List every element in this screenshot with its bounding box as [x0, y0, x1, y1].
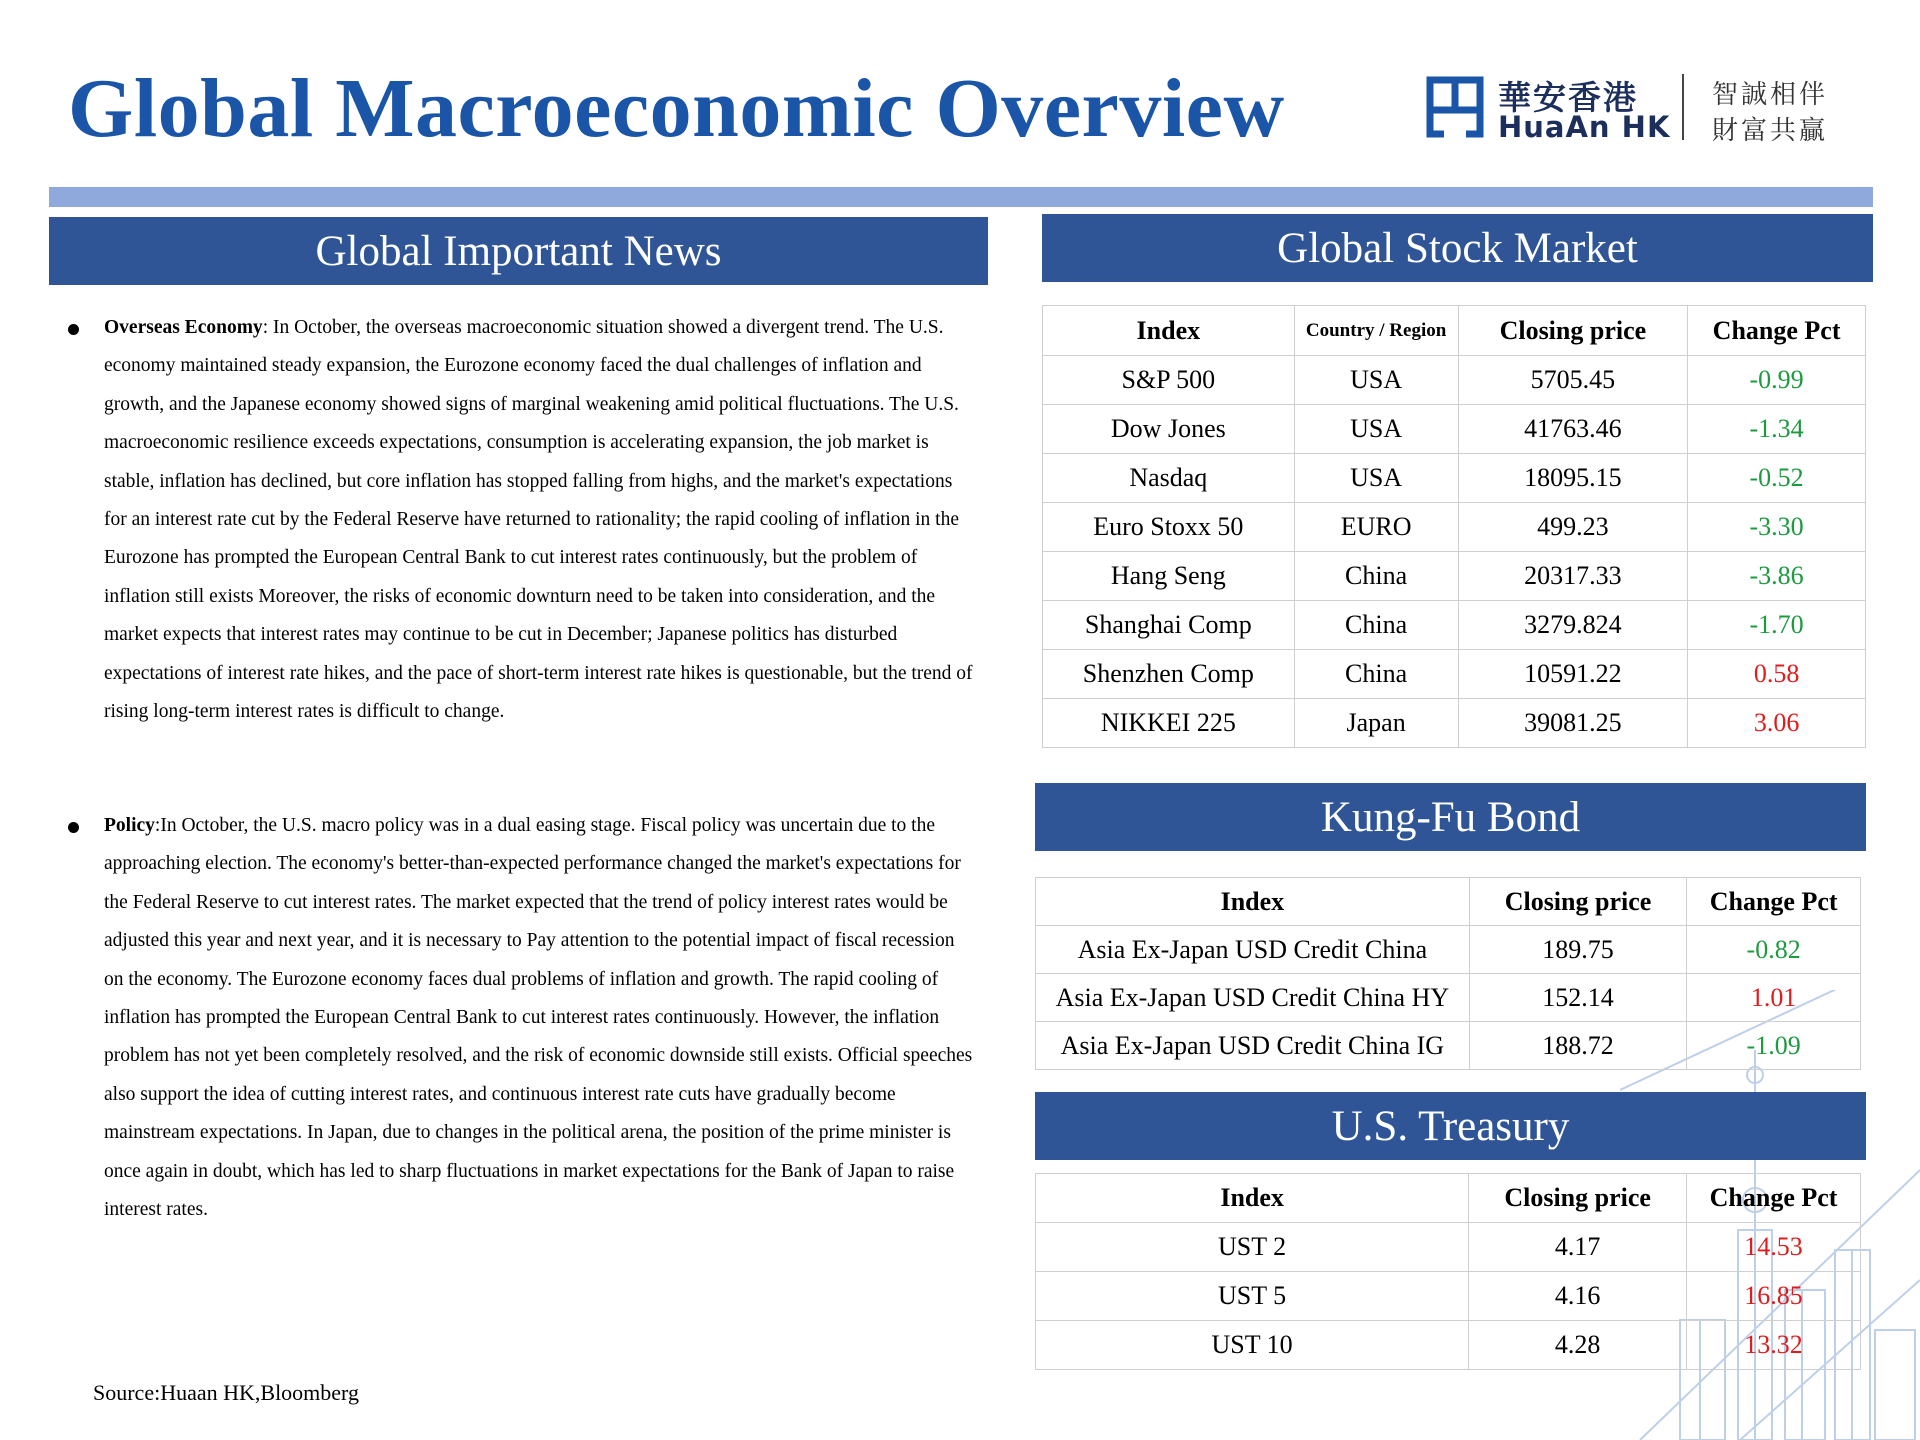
- region: Japan: [1294, 699, 1458, 748]
- closing-price: 4.17: [1469, 1223, 1687, 1272]
- table-row: [1043, 650, 1866, 699]
- table-row: [1043, 699, 1866, 748]
- table-row: [1043, 454, 1866, 503]
- index-name: Shenzhen Comp: [1043, 650, 1295, 699]
- news-paragraph: [68, 807, 973, 1229]
- table-header-row: [1043, 306, 1866, 356]
- index-name: S&P 500: [1043, 356, 1295, 405]
- logo-slogan-line2: 財富共贏: [1712, 116, 1829, 146]
- stock-market-table: [1042, 305, 1866, 748]
- closing-price: 189.75: [1469, 926, 1687, 974]
- closing-price: 20317.33: [1458, 552, 1688, 601]
- change-pct: -0.99: [1688, 356, 1866, 405]
- closing-price: 499.23: [1458, 503, 1688, 552]
- change-pct: 3.06: [1688, 699, 1866, 748]
- table-row: [1043, 503, 1866, 552]
- index-name: Dow Jones: [1043, 405, 1295, 454]
- index-name: Hang Seng: [1043, 552, 1295, 601]
- region: USA: [1294, 454, 1458, 503]
- table-header-row: [1036, 878, 1861, 926]
- bullet-icon: [68, 822, 79, 833]
- index-name: UST 5: [1036, 1272, 1469, 1321]
- news-heading: Global Important News: [49, 217, 988, 285]
- closing-price: 4.16: [1469, 1272, 1687, 1321]
- change-pct: -1.70: [1688, 601, 1866, 650]
- news-label: Overseas Economy: [104, 317, 263, 338]
- region: USA: [1294, 356, 1458, 405]
- closing-price: 39081.25: [1458, 699, 1688, 748]
- region: China: [1294, 552, 1458, 601]
- region: EURO: [1294, 503, 1458, 552]
- stock-market-heading: Global Stock Market: [1042, 214, 1873, 282]
- change-pct: 1.01: [1687, 974, 1861, 1022]
- news-text: :In October, the U.S. macro policy was in a dual easing stage. Fiscal policy was uncertain due to the approaching election. The economy's better-than-expected performance changed the market's expectations for the Federal Reserve to cut interest rates. The market expected that the trend of policy interest rates would be adjusted this year and next year, and it is necessary to Pay attention to the potential impact of fiscal recession on the economy. The Eurozone economy faces dual problems of inflation and growth. The rapid cooling of inflation has prompted the European Central Bank to cut interest rates continuously. However, the inflation problem has not yet been completely resolved, and the risk of economic downside still exists. Official speeches also support the idea of cutting interest rates, and continuous interest rate cuts have gradually become mainstream expectations. In Japan, due to changes in the political arena, the position of the prime minister is once again in doubt, which has led to sharp fluctuations in market expectations for the Bank of Japan to raise interest rates.: [104, 815, 973, 1221]
- source-note: Source:Huaan HK,Bloomberg: [93, 1380, 359, 1405]
- column-header: Closing price: [1469, 878, 1687, 926]
- index-name: Asia Ex-Japan USD Credit China HY: [1036, 974, 1470, 1022]
- top-divider-bar: [49, 187, 1873, 207]
- change-pct: -0.52: [1688, 454, 1866, 503]
- closing-price: 152.14: [1469, 974, 1687, 1022]
- change-pct: -1.09: [1687, 1022, 1861, 1070]
- column-header: Index: [1036, 1174, 1469, 1223]
- table-header-row: [1036, 1174, 1861, 1223]
- company-logo: [1426, 70, 1846, 150]
- index-name: Asia Ex-Japan USD Credit China IG: [1036, 1022, 1470, 1070]
- column-header: Country / Region: [1294, 306, 1458, 356]
- table-row: [1036, 1223, 1861, 1272]
- huaan-logo-icon: [1426, 76, 1484, 138]
- kungfu-bond-heading: Kung-Fu Bond: [1035, 783, 1866, 851]
- column-header: Index: [1036, 878, 1470, 926]
- news-item-overseas: [68, 309, 973, 731]
- table-row: [1036, 1022, 1861, 1070]
- table-row: [1036, 1321, 1861, 1370]
- column-header: Closing price: [1458, 306, 1688, 356]
- closing-price: 41763.46: [1458, 405, 1688, 454]
- closing-price: 10591.22: [1458, 650, 1688, 699]
- closing-price: 188.72: [1469, 1022, 1687, 1070]
- table-row: [1043, 405, 1866, 454]
- column-header: Change Pct: [1687, 1174, 1861, 1223]
- table-row: [1036, 1272, 1861, 1321]
- closing-price: 5705.45: [1458, 356, 1688, 405]
- index-name: Asia Ex-Japan USD Credit China: [1036, 926, 1470, 974]
- index-name: Euro Stoxx 50: [1043, 503, 1295, 552]
- table-row: [1036, 974, 1861, 1022]
- index-name: Shanghai Comp: [1043, 601, 1295, 650]
- us-treasury-heading: U.S. Treasury: [1035, 1092, 1866, 1160]
- news-text: : In October, the overseas macroeconomic situation showed a divergent trend. The U.S. economy maintained steady expansion, the Eurozone economy faced the dual challenges of inflation and growth, and the Japanese economy showed signs of marginal weakening amid political fluctuations. The U.S. macroeconomic resilience exceeds expectations, consumption is accelerating expansion, the job market is stable, inflation has declined, but core inflation has stopped falling from highs, and the market's expectations for an interest rate cut by the Federal Reserve have returned to rationality; the rapid cooling of inflation in the Eurozone has prompted the European Central Bank to cut interest rates continuously, but the problem of inflation still exists Moreover, the risks of economic downturn need to be taken into consideration, and the market expects that interest rates may continue to be cut in December; Japanese politics has disturbed expectations of interest rate hikes, and the pace of short-term interest rate hikes is questionable, but the trend of rising long-term interest rates is difficult to change.: [104, 317, 973, 723]
- column-header: Index: [1043, 306, 1295, 356]
- closing-price: 3279.824: [1458, 601, 1688, 650]
- index-name: UST 10: [1036, 1321, 1469, 1370]
- logo-divider: [1682, 74, 1684, 140]
- index-name: Nasdaq: [1043, 454, 1295, 503]
- column-header: Change Pct: [1687, 878, 1861, 926]
- logo-slogan-line1: 智誠相伴: [1712, 80, 1829, 110]
- bullet-icon: [68, 324, 79, 335]
- table-row: [1043, 356, 1866, 405]
- logo-name-en: HuaAn HK: [1498, 110, 1671, 144]
- column-header: Closing price: [1469, 1174, 1687, 1223]
- kungfu-bond-table: [1035, 877, 1861, 1070]
- region: USA: [1294, 405, 1458, 454]
- column-header: Change Pct: [1688, 306, 1866, 356]
- index-name: UST 2: [1036, 1223, 1469, 1272]
- us-treasury-table: [1035, 1173, 1861, 1370]
- change-pct: -1.34: [1688, 405, 1866, 454]
- region: China: [1294, 601, 1458, 650]
- index-name: NIKKEI 225: [1043, 699, 1295, 748]
- change-pct: -0.82: [1687, 926, 1861, 974]
- news-item-policy: [68, 807, 973, 1229]
- page-title: Global Macroeconomic Overview: [68, 62, 1285, 155]
- logo-name-cn: 華安香港: [1498, 78, 1638, 117]
- change-pct: 0.58: [1688, 650, 1866, 699]
- closing-price: 4.28: [1469, 1321, 1687, 1370]
- change-pct: -3.86: [1688, 552, 1866, 601]
- closing-price: 18095.15: [1458, 454, 1688, 503]
- change-pct: 14.53: [1687, 1223, 1861, 1272]
- news-label: Policy: [104, 815, 155, 836]
- table-row: [1043, 552, 1866, 601]
- change-pct: 16.85: [1687, 1272, 1861, 1321]
- region: China: [1294, 650, 1458, 699]
- table-row: [1043, 601, 1866, 650]
- news-paragraph: [68, 309, 973, 731]
- change-pct: -3.30: [1688, 503, 1866, 552]
- change-pct: 13.32: [1687, 1321, 1861, 1370]
- table-row: [1036, 926, 1861, 974]
